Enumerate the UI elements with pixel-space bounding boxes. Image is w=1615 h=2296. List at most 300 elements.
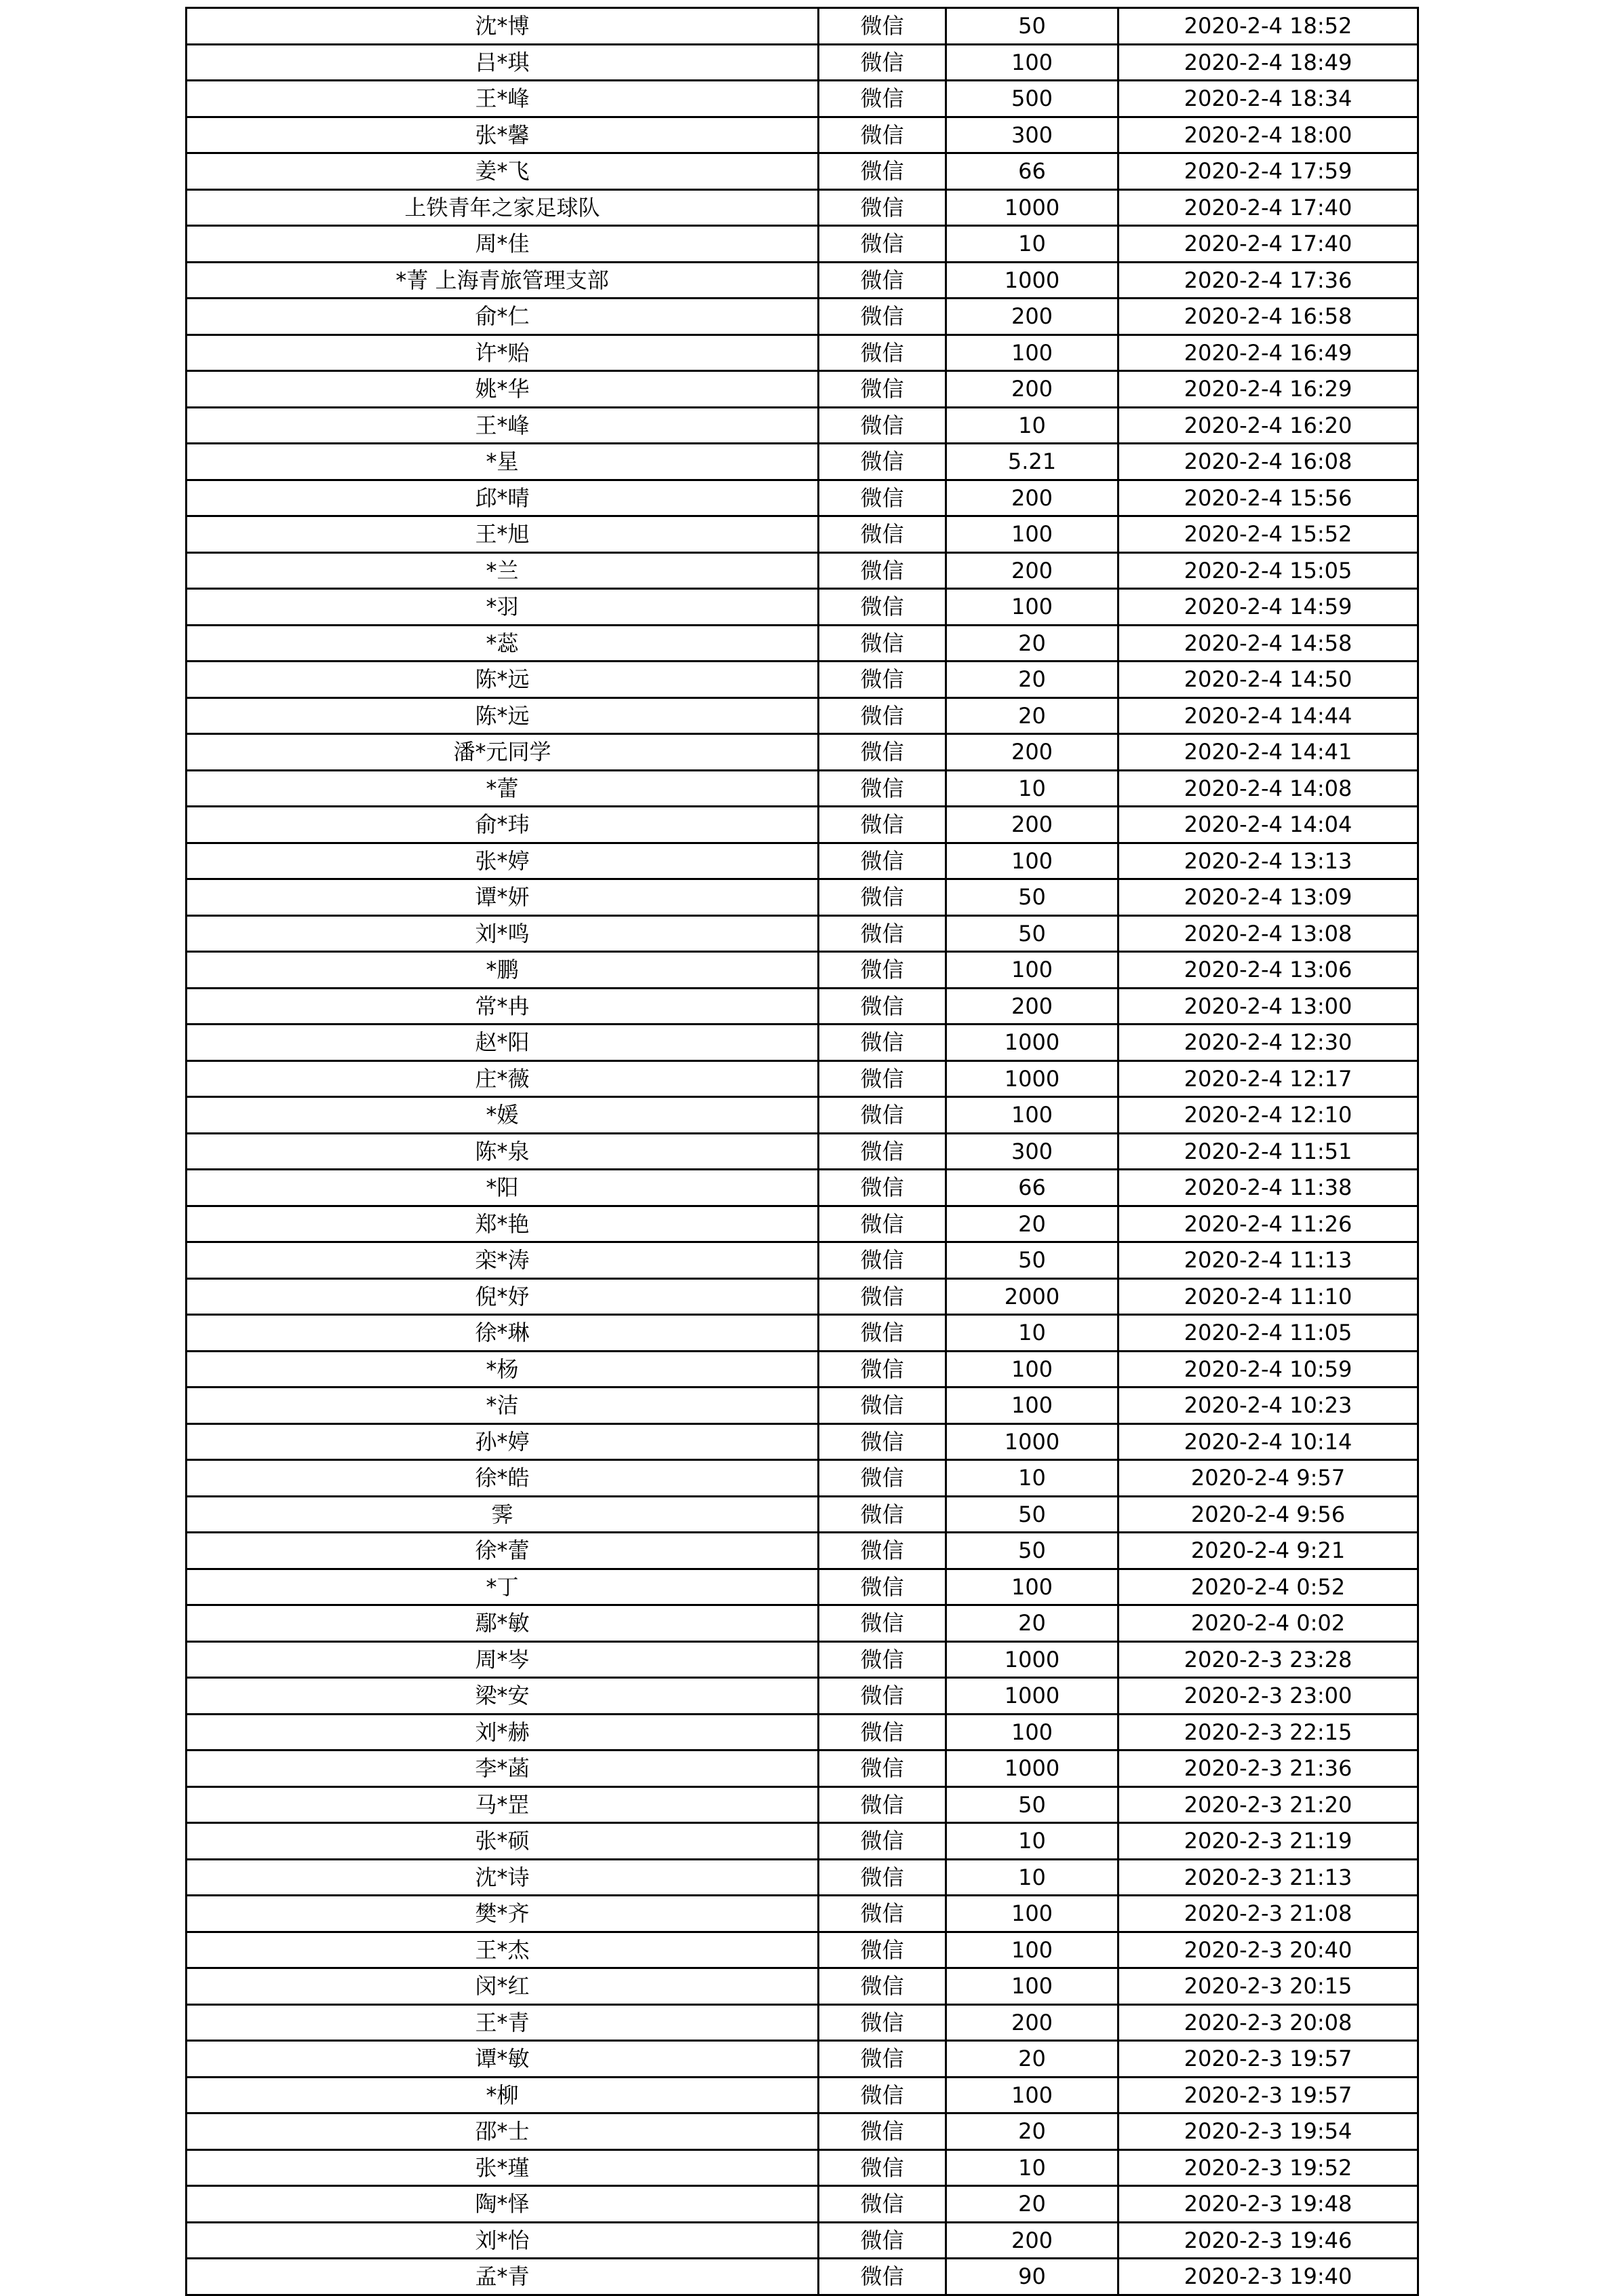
- donor-name-cell: 陶*怿: [187, 2186, 819, 2223]
- timestamp-cell: 2020-2-4 17:59: [1118, 153, 1418, 190]
- timestamp-cell: 2020-2-4 9:21: [1118, 1533, 1418, 1569]
- table-row: [187, 1315, 1418, 1352]
- timestamp-cell: 2020-2-4 14:04: [1118, 807, 1418, 843]
- payment-channel-cell: 微信: [819, 552, 946, 589]
- payment-channel-cell: 微信: [819, 407, 946, 444]
- payment-channel-cell: 微信: [819, 81, 946, 117]
- amount-cell: 100: [946, 1388, 1118, 1424]
- amount-cell: 100: [946, 1932, 1118, 1968]
- table-row: [187, 1859, 1418, 1896]
- payment-channel-cell: 微信: [819, 734, 946, 771]
- table-row: [187, 952, 1418, 989]
- timestamp-cell: 2020-2-3 21:36: [1118, 1750, 1418, 1787]
- timestamp-cell: 2020-2-4 14:50: [1118, 662, 1418, 698]
- table-row: [187, 1025, 1418, 1061]
- donor-name-cell: 上铁青年之家足球队: [187, 189, 819, 226]
- payment-channel-cell: 微信: [819, 1133, 946, 1170]
- timestamp-cell: 2020-2-4 0:52: [1118, 1569, 1418, 1605]
- timestamp-cell: 2020-2-3 21:20: [1118, 1786, 1418, 1823]
- table-row: [187, 1388, 1418, 1424]
- timestamp-cell: 2020-2-3 20:15: [1118, 1968, 1418, 2005]
- donor-name-cell: 刘*鸣: [187, 915, 819, 952]
- timestamp-cell: 2020-2-3 23:00: [1118, 1678, 1418, 1715]
- table-row: [187, 153, 1418, 190]
- payment-channel-cell: 微信: [819, 1605, 946, 1642]
- timestamp-cell: 2020-2-4 11:10: [1118, 1278, 1418, 1315]
- payment-channel-cell: 微信: [819, 516, 946, 553]
- payment-channel-cell: 微信: [819, 1932, 946, 1968]
- amount-cell: 100: [946, 843, 1118, 879]
- donor-name-cell: 俞*仁: [187, 299, 819, 335]
- amount-cell: 20: [946, 2113, 1118, 2150]
- donor-name-cell: 张*硕: [187, 1823, 819, 1860]
- table-row: [187, 189, 1418, 226]
- payment-channel-cell: 微信: [819, 480, 946, 516]
- donor-name-cell: 张*瑾: [187, 2149, 819, 2186]
- donor-name-cell: 孙*婷: [187, 1423, 819, 1460]
- donation-table: [185, 7, 1419, 2296]
- payment-channel-cell: 微信: [819, 1170, 946, 1206]
- table-row: [187, 1496, 1418, 1533]
- donor-name-cell: 张*馨: [187, 117, 819, 153]
- amount-cell: 20: [946, 625, 1118, 662]
- timestamp-cell: 2020-2-4 11:38: [1118, 1170, 1418, 1206]
- donor-name-cell: *菁 上海青旅管理支部: [187, 262, 819, 299]
- table-row: [187, 44, 1418, 81]
- payment-channel-cell: 微信: [819, 1533, 946, 1569]
- table-row: [187, 226, 1418, 263]
- payment-channel-cell: 微信: [819, 334, 946, 371]
- payment-channel-cell: 微信: [819, 153, 946, 190]
- table-row: [187, 1533, 1418, 1569]
- payment-channel-cell: 微信: [819, 44, 946, 81]
- table-row: [187, 299, 1418, 335]
- amount-cell: 100: [946, 334, 1118, 371]
- timestamp-cell: 2020-2-4 18:52: [1118, 8, 1418, 45]
- payment-channel-cell: 微信: [819, 1641, 946, 1678]
- table-row: [187, 407, 1418, 444]
- payment-channel-cell: 微信: [819, 1242, 946, 1279]
- timestamp-cell: 2020-2-4 16:58: [1118, 299, 1418, 335]
- table-row: [187, 1641, 1418, 1678]
- table-row: [187, 1714, 1418, 1750]
- table-row: [187, 2259, 1418, 2295]
- timestamp-cell: 2020-2-3 23:28: [1118, 1641, 1418, 1678]
- payment-channel-cell: 微信: [819, 1351, 946, 1388]
- table-row: [187, 480, 1418, 516]
- payment-channel-cell: 微信: [819, 8, 946, 45]
- amount-cell: 300: [946, 117, 1118, 153]
- timestamp-cell: 2020-2-3 20:08: [1118, 2004, 1418, 2041]
- amount-cell: 100: [946, 1351, 1118, 1388]
- payment-channel-cell: 微信: [819, 2077, 946, 2113]
- table-row: [187, 117, 1418, 153]
- table-row: [187, 2113, 1418, 2150]
- timestamp-cell: 2020-2-4 12:10: [1118, 1097, 1418, 1134]
- amount-cell: 300: [946, 1133, 1118, 1170]
- amount-cell: 200: [946, 299, 1118, 335]
- timestamp-cell: 2020-2-4 13:06: [1118, 952, 1418, 989]
- timestamp-cell: 2020-2-4 18:34: [1118, 81, 1418, 117]
- table-row: [187, 1605, 1418, 1642]
- table-row: [187, 2004, 1418, 2041]
- donor-name-cell: 王*青: [187, 2004, 819, 2041]
- donor-name-cell: *鹏: [187, 952, 819, 989]
- timestamp-cell: 2020-2-4 14:44: [1118, 697, 1418, 734]
- table-row: [187, 8, 1418, 45]
- donor-name-cell: 庄*薇: [187, 1060, 819, 1097]
- table-row: [187, 552, 1418, 589]
- donor-name-cell: 梁*安: [187, 1678, 819, 1715]
- timestamp-cell: 2020-2-4 11:13: [1118, 1242, 1418, 1279]
- table-row: [187, 1932, 1418, 1968]
- amount-cell: 50: [946, 879, 1118, 916]
- payment-channel-cell: 微信: [819, 1460, 946, 1497]
- payment-channel-cell: 微信: [819, 1714, 946, 1750]
- amount-cell: 50: [946, 1242, 1118, 1279]
- timestamp-cell: 2020-2-4 18:49: [1118, 44, 1418, 81]
- donor-name-cell: 马*罡: [187, 1786, 819, 1823]
- donor-name-cell: 赵*阳: [187, 1025, 819, 1061]
- timestamp-cell: 2020-2-4 11:05: [1118, 1315, 1418, 1352]
- table-row: [187, 879, 1418, 916]
- payment-channel-cell: 微信: [819, 770, 946, 807]
- table-row: [187, 1278, 1418, 1315]
- timestamp-cell: 2020-2-4 17:40: [1118, 226, 1418, 263]
- table-row: [187, 1569, 1418, 1605]
- payment-channel-cell: 微信: [819, 2186, 946, 2223]
- payment-channel-cell: 微信: [819, 662, 946, 698]
- payment-channel-cell: 微信: [819, 697, 946, 734]
- donor-name-cell: 邵*士: [187, 2113, 819, 2150]
- donor-name-cell: *蕊: [187, 625, 819, 662]
- timestamp-cell: 2020-2-4 0:02: [1118, 1605, 1418, 1642]
- table-row: [187, 915, 1418, 952]
- amount-cell: 10: [946, 1315, 1118, 1352]
- table-row: [187, 1823, 1418, 1860]
- payment-channel-cell: 微信: [819, 988, 946, 1025]
- amount-cell: 50: [946, 915, 1118, 952]
- amount-cell: 1000: [946, 1678, 1118, 1715]
- payment-channel-cell: 微信: [819, 226, 946, 263]
- amount-cell: 10: [946, 226, 1118, 263]
- amount-cell: 10: [946, 1859, 1118, 1896]
- donor-name-cell: 俞*玮: [187, 807, 819, 843]
- payment-channel-cell: 微信: [819, 1859, 946, 1896]
- payment-channel-cell: 微信: [819, 879, 946, 916]
- timestamp-cell: 2020-2-3 19:57: [1118, 2041, 1418, 2078]
- amount-cell: 90: [946, 2259, 1118, 2295]
- timestamp-cell: 2020-2-4 17:40: [1118, 189, 1418, 226]
- table-row: [187, 807, 1418, 843]
- amount-cell: 200: [946, 552, 1118, 589]
- amount-cell: 100: [946, 44, 1118, 81]
- donor-name-cell: 霁: [187, 1496, 819, 1533]
- payment-channel-cell: 微信: [819, 1278, 946, 1315]
- donor-name-cell: 姚*华: [187, 371, 819, 408]
- amount-cell: 100: [946, 1968, 1118, 2005]
- payment-channel-cell: 微信: [819, 444, 946, 480]
- table-row: [187, 2077, 1418, 2113]
- donor-name-cell: *柳: [187, 2077, 819, 2113]
- timestamp-cell: 2020-2-4 14:58: [1118, 625, 1418, 662]
- amount-cell: 200: [946, 734, 1118, 771]
- timestamp-cell: 2020-2-4 16:29: [1118, 371, 1418, 408]
- table-row: [187, 516, 1418, 553]
- donor-name-cell: 沈*博: [187, 8, 819, 45]
- donor-name-cell: 孟*青: [187, 2259, 819, 2295]
- table-row: [187, 1786, 1418, 1823]
- timestamp-cell: 2020-2-3 19:54: [1118, 2113, 1418, 2150]
- donor-name-cell: 张*婷: [187, 843, 819, 879]
- donor-name-cell: 王*杰: [187, 1932, 819, 1968]
- timestamp-cell: 2020-2-4 13:13: [1118, 843, 1418, 879]
- timestamp-cell: 2020-2-3 21:08: [1118, 1896, 1418, 1932]
- table-row: [187, 697, 1418, 734]
- timestamp-cell: 2020-2-3 19:57: [1118, 2077, 1418, 2113]
- donor-name-cell: 王*旭: [187, 516, 819, 553]
- timestamp-cell: 2020-2-3 19:40: [1118, 2259, 1418, 2295]
- donor-name-cell: 王*峰: [187, 81, 819, 117]
- table-row: [187, 1351, 1418, 1388]
- donor-name-cell: 邱*晴: [187, 480, 819, 516]
- donor-name-cell: *杨: [187, 1351, 819, 1388]
- payment-channel-cell: 微信: [819, 843, 946, 879]
- amount-cell: 5.21: [946, 444, 1118, 480]
- donor-name-cell: *兰: [187, 552, 819, 589]
- amount-cell: 200: [946, 2004, 1118, 2041]
- donor-name-cell: 周*佳: [187, 226, 819, 263]
- timestamp-cell: 2020-2-4 17:36: [1118, 262, 1418, 299]
- timestamp-cell: 2020-2-4 10:59: [1118, 1351, 1418, 1388]
- timestamp-cell: 2020-2-4 10:23: [1118, 1388, 1418, 1424]
- timestamp-cell: 2020-2-4 9:56: [1118, 1496, 1418, 1533]
- payment-channel-cell: 微信: [819, 1678, 946, 1715]
- donor-name-cell: 刘*赫: [187, 1714, 819, 1750]
- payment-channel-cell: 微信: [819, 589, 946, 626]
- amount-cell: 50: [946, 1786, 1118, 1823]
- timestamp-cell: 2020-2-3 19:48: [1118, 2186, 1418, 2223]
- table-row: [187, 262, 1418, 299]
- payment-channel-cell: 微信: [819, 2259, 946, 2295]
- payment-channel-cell: 微信: [819, 2041, 946, 2078]
- payment-channel-cell: 微信: [819, 1097, 946, 1134]
- timestamp-cell: 2020-2-4 12:30: [1118, 1025, 1418, 1061]
- donor-name-cell: 陈*远: [187, 697, 819, 734]
- timestamp-cell: 2020-2-4 14:41: [1118, 734, 1418, 771]
- amount-cell: 20: [946, 697, 1118, 734]
- amount-cell: 1000: [946, 1641, 1118, 1678]
- donor-name-cell: *羽: [187, 589, 819, 626]
- table-row: [187, 1133, 1418, 1170]
- amount-cell: 66: [946, 153, 1118, 190]
- payment-channel-cell: 微信: [819, 2222, 946, 2259]
- payment-channel-cell: 微信: [819, 1423, 946, 1460]
- table-row: [187, 81, 1418, 117]
- table-row: [187, 843, 1418, 879]
- table-row: [187, 1423, 1418, 1460]
- donor-name-cell: *阳: [187, 1170, 819, 1206]
- donor-name-cell: 王*峰: [187, 407, 819, 444]
- donor-name-cell: 常*冉: [187, 988, 819, 1025]
- payment-channel-cell: 微信: [819, 1968, 946, 2005]
- payment-channel-cell: 微信: [819, 625, 946, 662]
- amount-cell: 10: [946, 770, 1118, 807]
- donor-name-cell: 倪*妤: [187, 1278, 819, 1315]
- payment-channel-cell: 微信: [819, 189, 946, 226]
- timestamp-cell: 2020-2-4 16:20: [1118, 407, 1418, 444]
- table-row: [187, 988, 1418, 1025]
- table-row: [187, 770, 1418, 807]
- payment-channel-cell: 微信: [819, 2149, 946, 2186]
- payment-channel-cell: 微信: [819, 117, 946, 153]
- amount-cell: 100: [946, 1569, 1118, 1605]
- amount-cell: 200: [946, 480, 1118, 516]
- amount-cell: 100: [946, 589, 1118, 626]
- donor-name-cell: 鄢*敏: [187, 1605, 819, 1642]
- donor-name-cell: *丁: [187, 1569, 819, 1605]
- table-row: [187, 1097, 1418, 1134]
- timestamp-cell: 2020-2-4 15:56: [1118, 480, 1418, 516]
- amount-cell: 200: [946, 371, 1118, 408]
- amount-cell: 200: [946, 807, 1118, 843]
- amount-cell: 100: [946, 1896, 1118, 1932]
- table-row: [187, 662, 1418, 698]
- payment-channel-cell: 微信: [819, 807, 946, 843]
- amount-cell: 100: [946, 1097, 1118, 1134]
- donor-name-cell: 郑*艳: [187, 1206, 819, 1242]
- donor-name-cell: 许*贻: [187, 334, 819, 371]
- timestamp-cell: 2020-2-4 10:14: [1118, 1423, 1418, 1460]
- table-row: [187, 2149, 1418, 2186]
- donor-name-cell: 栾*涛: [187, 1242, 819, 1279]
- amount-cell: 2000: [946, 1278, 1118, 1315]
- amount-cell: 20: [946, 1206, 1118, 1242]
- table-row: [187, 1242, 1418, 1279]
- amount-cell: 1000: [946, 1750, 1118, 1787]
- table-row: [187, 334, 1418, 371]
- amount-cell: 200: [946, 2222, 1118, 2259]
- timestamp-cell: 2020-2-3 19:46: [1118, 2222, 1418, 2259]
- amount-cell: 10: [946, 1460, 1118, 1497]
- table-row: [187, 1206, 1418, 1242]
- timestamp-cell: 2020-2-4 18:00: [1118, 117, 1418, 153]
- payment-channel-cell: 微信: [819, 1388, 946, 1424]
- amount-cell: 1000: [946, 262, 1118, 299]
- payment-channel-cell: 微信: [819, 1896, 946, 1932]
- table-row: [187, 1968, 1418, 2005]
- donor-name-cell: *星: [187, 444, 819, 480]
- timestamp-cell: 2020-2-4 16:08: [1118, 444, 1418, 480]
- donor-name-cell: 樊*齐: [187, 1896, 819, 1932]
- donor-name-cell: *洁: [187, 1388, 819, 1424]
- amount-cell: 66: [946, 1170, 1118, 1206]
- donor-name-cell: 徐*琳: [187, 1315, 819, 1352]
- payment-channel-cell: 微信: [819, 371, 946, 408]
- amount-cell: 50: [946, 1533, 1118, 1569]
- amount-cell: 10: [946, 1823, 1118, 1860]
- timestamp-cell: 2020-2-4 11:26: [1118, 1206, 1418, 1242]
- table-row: [187, 444, 1418, 480]
- donor-name-cell: 沈*诗: [187, 1859, 819, 1896]
- payment-channel-cell: 微信: [819, 1060, 946, 1097]
- table-row: [187, 371, 1418, 408]
- payment-channel-cell: 微信: [819, 1025, 946, 1061]
- payment-channel-cell: 微信: [819, 2004, 946, 2041]
- timestamp-cell: 2020-2-3 20:40: [1118, 1932, 1418, 1968]
- payment-channel-cell: 微信: [819, 1315, 946, 1352]
- donor-name-cell: 徐*蕾: [187, 1533, 819, 1569]
- timestamp-cell: 2020-2-4 15:52: [1118, 516, 1418, 553]
- timestamp-cell: 2020-2-3 22:15: [1118, 1714, 1418, 1750]
- payment-channel-cell: 微信: [819, 2113, 946, 2150]
- table-row: [187, 1060, 1418, 1097]
- amount-cell: 20: [946, 2186, 1118, 2223]
- donor-name-cell: *媛: [187, 1097, 819, 1134]
- payment-channel-cell: 微信: [819, 1496, 946, 1533]
- payment-channel-cell: 微信: [819, 262, 946, 299]
- amount-cell: 100: [946, 1714, 1118, 1750]
- timestamp-cell: 2020-2-4 13:09: [1118, 879, 1418, 916]
- amount-cell: 100: [946, 952, 1118, 989]
- payment-channel-cell: 微信: [819, 1786, 946, 1823]
- table-row: [187, 1678, 1418, 1715]
- timestamp-cell: 2020-2-3 21:13: [1118, 1859, 1418, 1896]
- table-row: [187, 2041, 1418, 2078]
- donor-name-cell: 谭*敏: [187, 2041, 819, 2078]
- amount-cell: 20: [946, 1605, 1118, 1642]
- donor-name-cell: 姜*飞: [187, 153, 819, 190]
- amount-cell: 1000: [946, 189, 1118, 226]
- donor-name-cell: *蕾: [187, 770, 819, 807]
- table-row: [187, 1750, 1418, 1787]
- timestamp-cell: 2020-2-4 9:57: [1118, 1460, 1418, 1497]
- payment-channel-cell: 微信: [819, 952, 946, 989]
- payment-channel-cell: 微信: [819, 1569, 946, 1605]
- donation-table-body: [187, 8, 1418, 2295]
- timestamp-cell: 2020-2-4 14:08: [1118, 770, 1418, 807]
- donor-name-cell: 陈*远: [187, 662, 819, 698]
- amount-cell: 20: [946, 2041, 1118, 2078]
- payment-channel-cell: 微信: [819, 1823, 946, 1860]
- table-row: [187, 1460, 1418, 1497]
- donor-name-cell: 潘*元同学: [187, 734, 819, 771]
- donor-name-cell: 徐*皓: [187, 1460, 819, 1497]
- amount-cell: 20: [946, 662, 1118, 698]
- timestamp-cell: 2020-2-4 11:51: [1118, 1133, 1418, 1170]
- donor-name-cell: 吕*琪: [187, 44, 819, 81]
- table-row: [187, 589, 1418, 626]
- amount-cell: 500: [946, 81, 1118, 117]
- timestamp-cell: 2020-2-4 14:59: [1118, 589, 1418, 626]
- timestamp-cell: 2020-2-4 15:05: [1118, 552, 1418, 589]
- donor-name-cell: 李*菡: [187, 1750, 819, 1787]
- timestamp-cell: 2020-2-4 12:17: [1118, 1060, 1418, 1097]
- payment-channel-cell: 微信: [819, 1206, 946, 1242]
- donor-name-cell: 闵*红: [187, 1968, 819, 2005]
- timestamp-cell: 2020-2-4 13:08: [1118, 915, 1418, 952]
- table-row: [187, 734, 1418, 771]
- timestamp-cell: 2020-2-4 13:00: [1118, 988, 1418, 1025]
- payment-channel-cell: 微信: [819, 1750, 946, 1787]
- table-row: [187, 625, 1418, 662]
- amount-cell: 1000: [946, 1423, 1118, 1460]
- donor-name-cell: 刘*怡: [187, 2222, 819, 2259]
- amount-cell: 200: [946, 988, 1118, 1025]
- donor-name-cell: 谭*妍: [187, 879, 819, 916]
- payment-channel-cell: 微信: [819, 915, 946, 952]
- amount-cell: 50: [946, 1496, 1118, 1533]
